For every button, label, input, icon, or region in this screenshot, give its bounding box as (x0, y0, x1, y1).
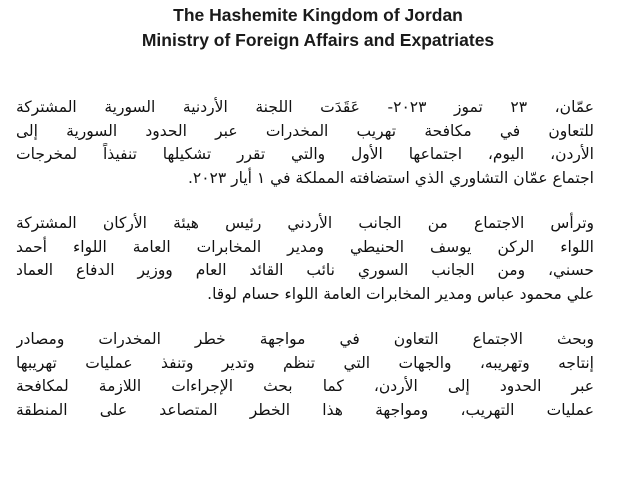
text-line: عبر الحدود إلى الأردن، كما بحث الإجراءات اللازمة لمكافحة (16, 377, 594, 395)
document-header (0, 3, 636, 53)
paragraph-meeting-announcement (16, 96, 594, 190)
text-line: علي محمود عباس ومدير المخابرات العامة اللواء حسام لوقا. (207, 284, 594, 303)
paragraph-discussion (16, 328, 594, 422)
text-line: إنتاجه وتهريبه، والجهات التي تنظم وتدير وتنفذ عمليات تهريبها (16, 353, 594, 372)
ministry-title: Ministry of Foreign Affairs and Expatriates (141, 30, 495, 50)
paragraph-delegations (16, 212, 594, 306)
text-line: وترأس الاجتماع من الجانب الأردني رئيس هيئة الأركان المشتركة (16, 214, 594, 232)
text-line: وبحث الاجتماع التعاون في مواجهة خطر المخدرات ومصادر (16, 330, 594, 348)
kingdom-title: The Hashemite Kingdom of Jordan (173, 5, 463, 25)
press-release-body (16, 96, 594, 444)
text-line: عمليات التهريب، ومواجهة هذا الخطر المتصاعد على المنطقة (16, 400, 594, 419)
text-line: اجتماع عمّان التشاوري الذي استضافته المملكة في ١ أيار ٢٠٢٣. (187, 168, 594, 187)
text-line: الأردن، اليوم، اجتماعها الأول والتي تقرر تشكيلها تنفيذاً لمخرجات (16, 145, 594, 163)
text-line: اللواء الركن يوسف الحنيطي ومدير المخابرات العامة اللواء أحمد (16, 237, 594, 256)
text-line: للتعاون في مكافحة تهريب المخدرات عبر الحدود السورية إلى (16, 121, 594, 140)
text-line: عمّان، ٢٣ تموز ٢٠٢٣- عَقَدَت اللجنة الأردنية السورية المشتركة (16, 98, 594, 116)
text-line: حسني، ومن الجانب السوري نائب القائد العام ووزير الدفاع العماد (16, 261, 594, 279)
